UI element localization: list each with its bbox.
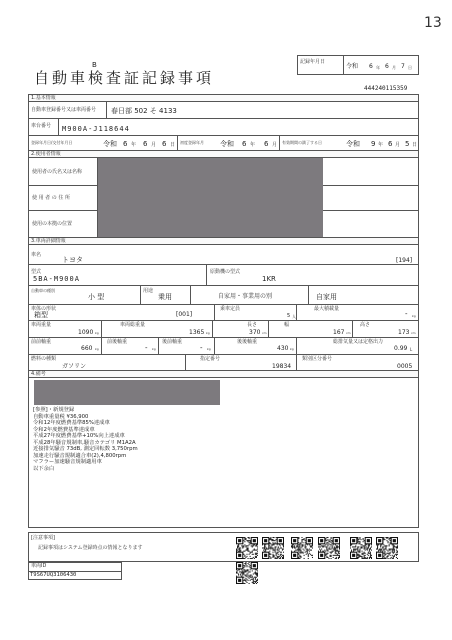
title-marker: B <box>92 61 97 69</box>
front-front-axle-label: 前前軸重 <box>31 339 52 345</box>
maxload-label: 最大積載量 <box>314 306 340 312</box>
model-label: 型式 <box>31 269 42 275</box>
reg-number-value: 春日部 502 そ 4133 <box>111 107 177 115</box>
first-year-era: 令和 <box>220 140 234 148</box>
first-reg-label: 登録年月日/交付年月日 <box>31 140 73 145</box>
section-notes-header <box>28 370 419 378</box>
redaction-notes <box>34 380 220 405</box>
maker-label: 車名 <box>31 252 42 258</box>
use-value: 乗用 <box>158 293 172 301</box>
body-label: 車体の形状 <box>31 306 57 312</box>
section-basic-header <box>28 94 419 102</box>
engine-label: 原動機の型式 <box>210 269 241 275</box>
vehicle-id-label: 車両ID <box>31 563 47 569</box>
rear-front-axle-value: - <box>200 344 203 352</box>
length-value: 370 <box>249 329 261 336</box>
expiry-day: 5 <box>405 140 410 148</box>
chassis-label: 車台番号 <box>31 123 52 129</box>
length-label: 長さ <box>247 322 258 328</box>
reg-number-label: 自動車登録番号又は車両番号 <box>31 107 97 113</box>
document-title: 自動車検査証記録事項 <box>34 69 215 87</box>
qr-code <box>262 537 284 559</box>
purpose-label: 自家用・事業用の別 <box>218 293 273 300</box>
record-date-label: 記録年月日 <box>300 59 326 65</box>
note-line: マフラー加速騒音規制適用車 <box>33 459 102 465</box>
capacity-value: 5 <box>287 313 291 319</box>
fuel-label: 燃料の種類 <box>31 356 57 362</box>
qr-code <box>291 537 313 559</box>
designation-label: 指定番号 <box>200 356 221 362</box>
rear-rear-axle-value: 430 <box>277 345 289 352</box>
first-year-year: 6 <box>242 140 247 148</box>
section-basic-heading: 1.基本情報 <box>31 95 56 101</box>
weight-label: 車両重量 <box>31 322 52 328</box>
first-reg-day: 6 <box>162 140 167 148</box>
user-address-label: 使 用 者 の 住 所 <box>32 195 70 201</box>
purpose-value: 自家用 <box>316 293 337 301</box>
rear-rear-axle-label: 後後軸重 <box>237 339 258 345</box>
section-notes-heading: 4.備考 <box>31 371 46 377</box>
first-reg-year: 6 <box>123 140 128 148</box>
width-value: 167 <box>333 329 345 336</box>
record-date-month: 6 <box>385 63 389 70</box>
gross-label: 車両総重量 <box>120 322 146 328</box>
height-value: 173 <box>398 329 410 336</box>
maxload-value: - <box>405 310 408 318</box>
front-rear-axle-value: - <box>145 344 148 352</box>
kind-value: 小 型 <box>88 293 105 301</box>
capacity-label: 乗車定員 <box>220 306 241 312</box>
qr-code <box>350 537 372 559</box>
redaction-user-info <box>98 158 323 237</box>
body-code: [001] <box>176 311 193 318</box>
first-reg-era: 令和 <box>103 140 117 148</box>
width-label: 幅 <box>284 322 290 328</box>
note-line: [参照]・新規登録 <box>33 407 75 413</box>
record-date-day: 7 <box>401 63 405 70</box>
section-user-heading: 2.使用者情報 <box>31 151 61 157</box>
note-line: 近接排気騒音 73dB, 測定回転数 3,750rpm <box>33 446 138 452</box>
notice-label: [注意事項] <box>31 535 55 541</box>
note-line: 令和12年度燃費基準85%達成車 <box>33 420 110 426</box>
maker-value: トヨタ <box>62 256 83 264</box>
rear-front-axle-label: 後前軸重 <box>162 339 183 345</box>
qr-code <box>236 537 258 559</box>
note-line: 加速走行騒音規制適合車(2),4,800rpm <box>33 452 127 459</box>
front-front-axle-value: 660 <box>81 345 93 352</box>
model-value: 5BA-M900A <box>33 275 80 283</box>
expiry-year: 9 <box>371 140 376 148</box>
record-date-year: 6 <box>369 63 373 70</box>
expiry-era: 令和 <box>346 140 360 148</box>
weight-value: 1090 <box>78 329 94 336</box>
category-label: 類別区分番号 <box>302 356 333 362</box>
maker-code: [194] <box>396 257 413 264</box>
document-number: 444240115359 <box>364 85 408 92</box>
use-label: 用途 <box>143 288 154 294</box>
page-number: 13 <box>424 15 442 31</box>
displacement-value: 0.99 <box>394 345 408 352</box>
expiry-label: 有効期間の満了する日 <box>282 140 322 145</box>
fuel-value: ガソリン <box>62 363 87 370</box>
user-base-label: 使用の本拠の位置 <box>32 221 73 227</box>
qr-code <box>376 537 398 559</box>
front-rear-axle-label: 前後軸重 <box>107 339 128 345</box>
record-date-era: 令和 <box>346 63 359 70</box>
first-year-month: 6 <box>264 140 269 148</box>
category-value: 0005 <box>397 363 413 370</box>
body-value: 箱型 <box>34 311 48 319</box>
user-name-label: 使用者の氏名又は名称 <box>32 169 83 175</box>
note-line: 平成27年度燃費基準+10%向上達成車 <box>33 433 125 439</box>
qr-code <box>236 562 258 584</box>
section-user-header <box>28 150 419 158</box>
note-line: 令和2年度燃費基準達成車 <box>33 426 95 433</box>
height-label: 高さ <box>360 322 371 328</box>
gross-value: 1365 <box>189 329 205 336</box>
note-line: 平成28年騒音規制車,騒音カテゴリ M1A2A <box>33 439 136 446</box>
notes-block <box>33 408 138 473</box>
note-line: 以下余白 <box>33 465 55 472</box>
displacement-label: 総排気量又は定格出力 <box>333 339 384 345</box>
qr-code <box>318 537 340 559</box>
chassis-value: M900A-J118644 <box>62 125 130 133</box>
kind-label: 自動車の種別 <box>31 288 55 293</box>
engine-value: 1KR <box>262 275 276 283</box>
first-year-label: 初度登録年月 <box>180 140 204 145</box>
first-reg-month: 6 <box>143 140 148 148</box>
section-vehicle-header <box>28 237 419 245</box>
section-vehicle-heading: 3.車両詳細情報 <box>31 238 66 244</box>
notice-text: 記録事項はシステム登録時点の情報となります <box>38 545 143 551</box>
expiry-month: 6 <box>388 140 393 148</box>
vehicle-id-value: T9S67UQ3106430 <box>30 572 77 578</box>
note-line: 自動車重量税 ¥36,900 <box>33 413 89 420</box>
designation-value: 19834 <box>272 363 292 370</box>
